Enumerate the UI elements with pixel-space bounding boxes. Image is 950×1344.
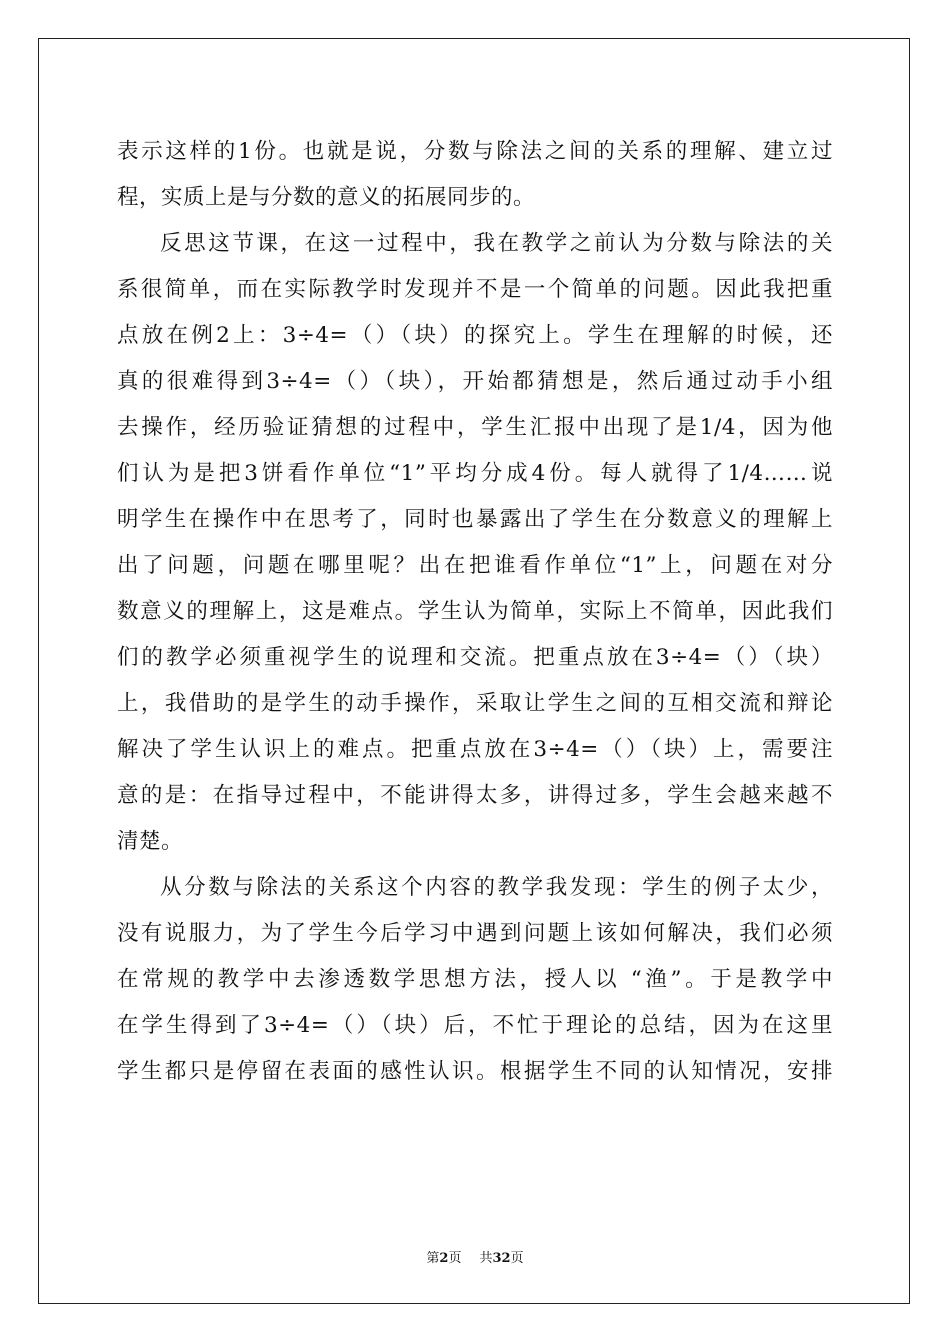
text-line: 清楚。 <box>117 829 184 854</box>
text-line: 们的教学必须重视学生的说理和交流。把重点放在3÷4=（）（块） <box>117 645 833 670</box>
text-line: 从分数与除法的关系这个内容的教学我发现：学生的例子太少， <box>160 875 833 900</box>
text-line: 在常规的教学中去渗透数学思想方法，授人以 “渔”。于是教学中 <box>117 967 833 992</box>
text-line: 意的是：在指导过程中，不能讲得太多，讲得过多，学生会越来越不 <box>117 783 833 808</box>
text-line: 去操作，经历验证猜想的过程中，学生汇报中出现了是1/4，因为他 <box>117 415 833 440</box>
text-line: 点放在例2上：3÷4=（）（块）的探究上。学生在理解的时候，还 <box>117 323 833 348</box>
text-line: 系很简单，而在实际教学时发现并不是一个简单的问题。因此我把重 <box>117 277 833 302</box>
page-footer <box>0 1247 950 1266</box>
text-line: 数意义的理解上，这是难点。学生认为简单，实际上不简单，因此我们 <box>117 599 833 624</box>
total-suffix: 页 <box>510 1251 524 1266</box>
text-line: 真的很难得到3÷4=（）（块），开始都猜想是，然后通过动手小组 <box>117 369 833 394</box>
text-line: 表示这样的1份。也就是说，分数与除法之间的关系的理解、建立过 <box>117 139 833 164</box>
text-line: 上，我借助的是学生的动手操作，采取让学生之间的互相交流和辩论 <box>117 691 833 716</box>
page-prefix: 第 <box>426 1251 440 1266</box>
text-line: 在学生得到了3÷4=（）（块）后，不忙于理论的总结，因为在这里 <box>117 1013 833 1038</box>
text-line: 反思这节课，在这一过程中，我在教学之前认为分数与除法的关 <box>160 231 833 256</box>
text-line: 程，实质上是与分数的意义的拓展同步的。 <box>117 185 536 210</box>
text-line: 明学生在操作中在思考了，同时也暴露出了学生在分数意义的理解上 <box>117 507 833 532</box>
page-number: 2 <box>439 1251 449 1266</box>
text-line: 们认为是把3饼看作单位“1”平均分成4份。每人就得了1/4……说 <box>117 461 833 486</box>
document-body <box>117 129 833 1095</box>
text-line: 出了问题，问题在哪里呢？出在把谁看作单位“1”上，问题在对分 <box>117 553 833 578</box>
text-line: 没有说服力，为了学生今后学习中遇到问题上该如何解决，我们必须 <box>117 921 833 946</box>
total-prefix: 共 <box>479 1251 493 1266</box>
page-suffix: 页 <box>448 1251 462 1266</box>
total-pages: 32 <box>492 1251 511 1266</box>
text-line: 解决了学生认识上的难点。把重点放在3÷4=（）（块）上，需要注 <box>117 737 833 762</box>
text-line: 学生都只是停留在表面的感性认识。根据学生不同的认知情况，安排 <box>117 1059 833 1084</box>
